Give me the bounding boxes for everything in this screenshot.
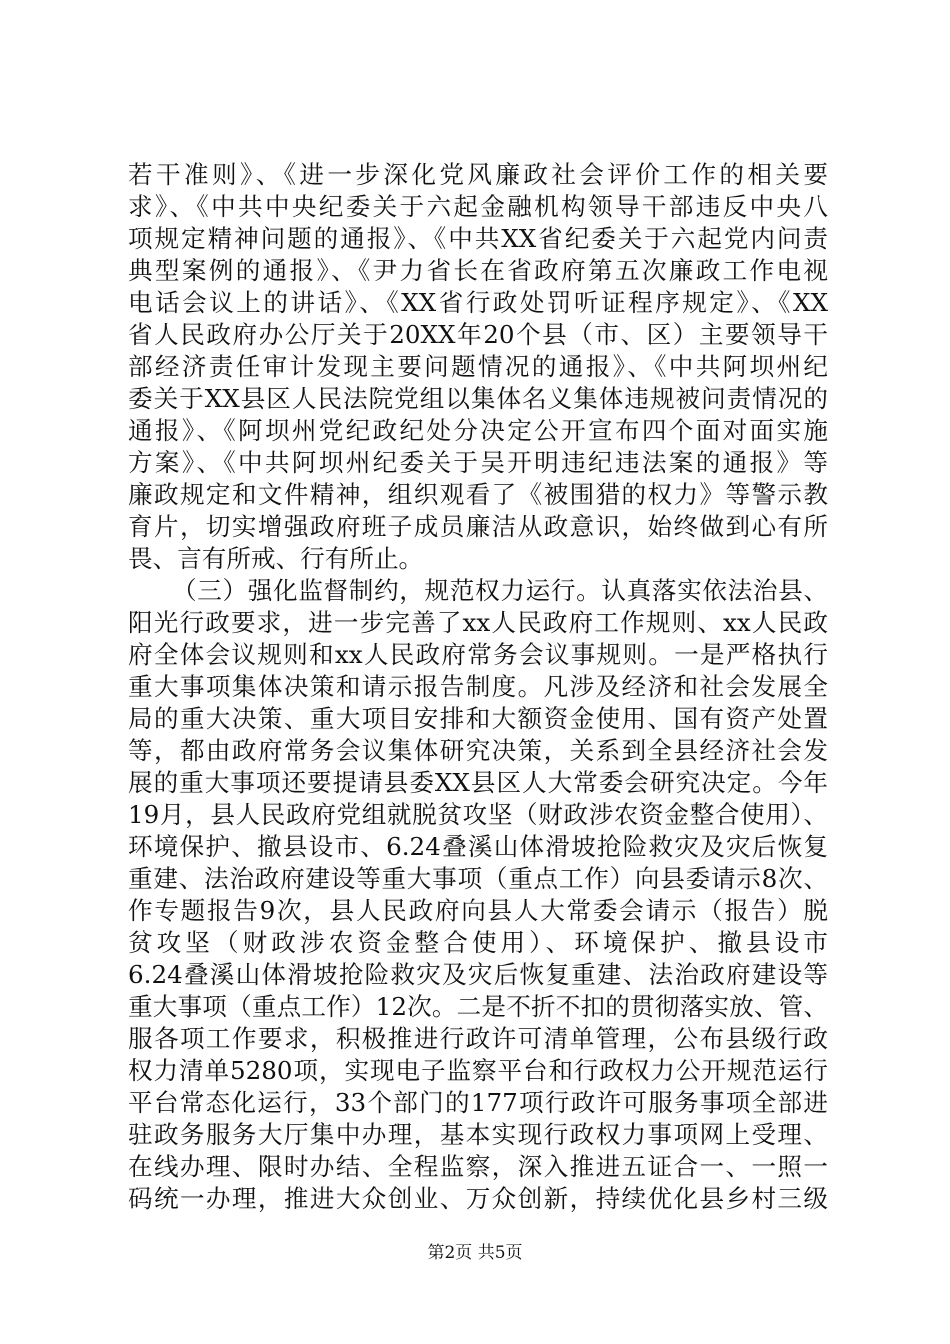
text-line: 阳光行政要求，进一步完善了xx人民政府工作规则、xx人民政 [128,608,828,637]
text-line: 贫攻坚（财政涉农资金整合使用）、环境保护、撤县设市 [128,928,828,957]
paragraph-end-line: 畏、言有所戒、行有所止。 [128,544,424,573]
text-line: 19月，县人民政府党组就脱贫攻坚（财政涉农资金整合使用）、 [128,800,828,829]
text-line: 作专题报告9次，县人民政府向县人大常委会请示（报告）脱 [128,896,828,925]
text-line: 典型案例的通报》、《尹力省长在省政府第五次廉政工作电视 [128,256,828,285]
text-line: 电话会议上的讲话》、《XX省行政处罚听证程序规定》、《XX [128,288,828,317]
text-line: 驻政务服务大厅集中办理，基本实现行政权力事项网上受理、 [128,1120,828,1149]
text-line: 重大事项（重点工作）12次。二是不折不扣的贯彻落实放、管、 [128,992,828,1021]
section-heading-line: （三）强化监督制约，规范权力运行。认真落实依法治县、 [172,576,828,605]
text-line: 委关于XX县区人民法院党组以集体名义集体违规被问责情况的 [128,384,828,413]
text-line: 展的重大事项还要提请县委XX县区人大常委会研究决定。今年 [128,768,828,797]
text-line: 若干准则》、《进一步深化党风廉政社会评价工作的相关要 [128,160,828,189]
text-line: 重大事项集体决策和请示报告制度。凡涉及经济和社会发展全 [128,672,828,701]
text-line: 府全体会议规则和xx人民政府常务会议事规则。一是严格执行 [128,640,828,669]
document-body [128,159,828,1215]
page-number: 第2页 共5页 [427,1243,523,1263]
text-line: 环境保护、撤县设市、6.24叠溪山体滑坡抢险救灾及灾后恢复 [128,832,828,861]
text-line: 部经济责任审计发现主要问题情况的通报》、《中共阿坝州纪 [128,352,828,381]
text-line: 项规定精神问题的通报》、《中共XX省纪委关于六起党内问责 [128,224,828,253]
text-line: 在线办理、限时办结、全程监察，深入推进五证合一、一照一 [128,1152,828,1181]
text-line: 服各项工作要求，积极推进行政许可清单管理，公布县级行政 [128,1024,828,1053]
text-line: 权力清单5280项，实现电子监察平台和行政权力公开规范运行 [128,1056,828,1085]
text-line: 6.24叠溪山体滑坡抢险救灾及灾后恢复重建、法治政府建设等 [128,960,828,989]
text-line: 求》、《中共中央纪委关于六起金融机构领导干部违反中央八 [128,192,828,221]
text-line: 省人民政府办公厅关于20XX年20个县（市、区）主要领导干 [128,320,828,349]
text-line: 廉政规定和文件精神，组织观看了《被围猎的权力》等警示教 [128,480,828,509]
text-line: 通报》、《阿坝州党纪政纪处分决定公开宣布四个面对面实施 [128,416,828,445]
text-line: 方案》、《中共阿坝州纪委关于吴开明违纪违法案的通报》等 [128,448,828,477]
text-line: 重建、法治政府建设等重大事项（重点工作）向县委请示8次、 [128,864,828,893]
text-line: 育片，切实增强政府班子成员廉洁从政意识，始终做到心有所 [128,512,828,541]
text-line: 等，都由政府常务会议集体研究决策，关系到全县经济社会发 [128,736,828,765]
text-line: 局的重大决策、重大项目安排和大额资金使用、国有资产处置 [128,704,828,733]
text-line: 平台常态化运行，33个部门的177项行政许可服务事项全部进 [128,1088,828,1117]
text-line: 码统一办理，推进大众创业、万众创新，持续优化县乡村三级 [128,1184,828,1213]
